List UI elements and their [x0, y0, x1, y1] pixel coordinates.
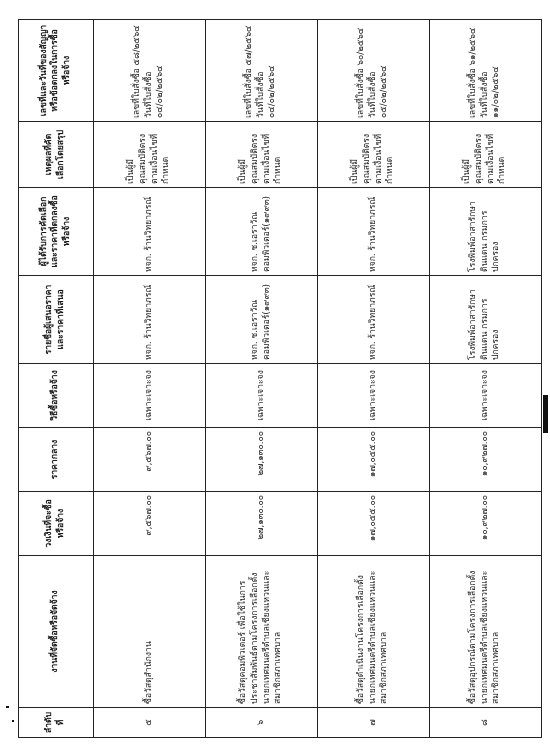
header-selected: ผู้ได้รับการคัดเลือกและราคาที่ตกลงซื้อหรือจ้าง — [19, 188, 94, 276]
table-row — [206, 20, 318, 738]
procurement-table — [18, 19, 542, 738]
row-no: ๖ — [206, 708, 318, 738]
row-bidders: หจก. ช.เอราวัณ คอมพิวเตอร์(๑๙๙๓) — [206, 276, 318, 364]
rotated-table-wrapper — [18, 20, 536, 738]
scan-dot — [12, 720, 14, 722]
header-item: งานที่จัดซื้อหรือจัดจ้าง — [19, 556, 94, 708]
row-method: เฉพาะเจาะจง — [94, 364, 206, 428]
row-no: ๘ — [430, 708, 542, 738]
header-row — [19, 20, 94, 738]
header-budget: วงเงินที่จะซื้อหรือจ้าง — [19, 492, 94, 556]
header-contract: เลขที่และวันที่ของสัญญาหรือข้อตกลงในการซื้อหรือจ้าง — [19, 20, 94, 122]
row-budget: ๙,๕๖๗.๐๐ — [94, 492, 206, 556]
header-median-price: ราคากลาง — [19, 428, 94, 492]
row-selected: หจก. ร้านวิทยาภรณ์ — [318, 188, 430, 276]
row-method: เฉพาะเจาะจง — [318, 364, 430, 428]
row-median-price: ๙,๕๖๗.๐๐ — [94, 428, 206, 492]
row-reason: เป็นผู้มีคุณสมบัติตรงตามเงื่อนไขที่กำหนด — [318, 122, 430, 188]
table-row — [94, 20, 206, 738]
table-row — [430, 20, 542, 738]
row-contract: เลขที่ใบสั่งซื้อ ๕๘/๒๕๖๔ วันที่ใบสั่งซื้อ ๐๔/๐๒/๒๕๖๔ — [94, 20, 206, 122]
header-bidders: รายชื่อผู้เสนอราคาและราคาที่เสนอ — [19, 276, 94, 364]
header-no: ลำดับที่ — [19, 708, 94, 738]
row-no: ๕ — [94, 708, 206, 738]
row-selected: หจก. ช.เอราวัณ คอมพิวเตอร์(๑๙๙๓) — [206, 188, 318, 276]
scan-edge-mark — [543, 395, 548, 433]
row-item: ซื้อวัสดุสำนักงาน — [94, 556, 206, 708]
header-reason: เหตุผลที่คัดเลือกโดยสรุป — [19, 122, 94, 188]
row-reason: เป็นผู้มีคุณสมบัติตรงตามเงื่อนไขที่กำหนด — [430, 122, 542, 188]
row-contract: เลขที่ใบสั่งซื้อ ๖๐/๒๕๖๔ วันที่ใบสั่งซื้อ ๐๕/๐๒/๒๕๖๔ — [318, 20, 430, 122]
row-median-price: ๑๗,๐๕๕.๐๐ — [318, 428, 430, 492]
row-budget: ๑๗,๐๕๕.๐๐ — [318, 492, 430, 556]
row-reason: เป็นผู้มีคุณสมบัติตรงตามเงื่อนไขที่กำหนด — [206, 122, 318, 188]
row-selected: หจก. ร้านวิทยาภรณ์ — [94, 188, 206, 276]
row-item: ซื้อวัสดุดำเนินงานโครงการเลือกตั้งนายกเทศมนตรีตำบลเชียงแหวนและสมาชิกสภาเทศบาล — [318, 556, 430, 708]
row-median-price: ๑๐,๙๒๗.๐๐ — [430, 428, 542, 492]
header-method: วิธีซื้อหรือจ้าง — [19, 364, 94, 428]
row-contract: เลขที่ใบสั่งซื้อ ๕๗/๒๕๖๔ วันที่ใบสั่งซื้อ ๐๔/๐๒/๒๕๖๔ — [206, 20, 318, 122]
row-budget: ๑๐,๙๒๗.๐๐ — [430, 492, 542, 556]
row-bidders: หจก. ร้านวิทยาภรณ์ — [318, 276, 430, 364]
row-selected: โรงพิมพ์อาสารักษาดินแดน กรมการปกครอง — [430, 188, 542, 276]
table-row — [318, 20, 430, 738]
row-method: เฉพาะเจาะจง — [430, 364, 542, 428]
row-method: เฉพาะเจาะจง — [206, 364, 318, 428]
row-no: ๗ — [318, 708, 430, 738]
scan-dot — [6, 706, 9, 708]
row-bidders: หจก. ร้านวิทยาภรณ์ — [94, 276, 206, 364]
row-reason: เป็นผู้มีคุณสมบัติตรงตามเงื่อนไขที่กำหนด — [94, 122, 206, 188]
row-item: ซื้อวัสดุอุปกรณ์ตามโครงการเลือกตั้งนายกเทศมนตรีตำบลเชียงแหวนและสมาชิกสภาเทศบาล — [430, 556, 542, 708]
row-contract: เลขที่ใบสั่งซื้อ ๖๑/๒๕๖๔ วันที่ใบสั่งซื้อ ๑๑/๐๒/๒๕๖๔ — [430, 20, 542, 122]
row-median-price: ๒๗,๑๓๐.๐๐ — [206, 428, 318, 492]
row-bidders: โรงพิมพ์อาสารักษาดินแดน กรมการปกครอง — [430, 276, 542, 364]
row-item: ซื้อวัสดุคอมพิวเตอร์ เพื่อใช้ในการประชาสัมพันธ์ตามโครงการเลือกตั้งนายกเทศมนตรีตำบลเชียงแหวนและสมาชิกสภาเทศบาล — [206, 556, 318, 708]
row-budget: ๒๗,๑๓๐.๐๐ — [206, 492, 318, 556]
